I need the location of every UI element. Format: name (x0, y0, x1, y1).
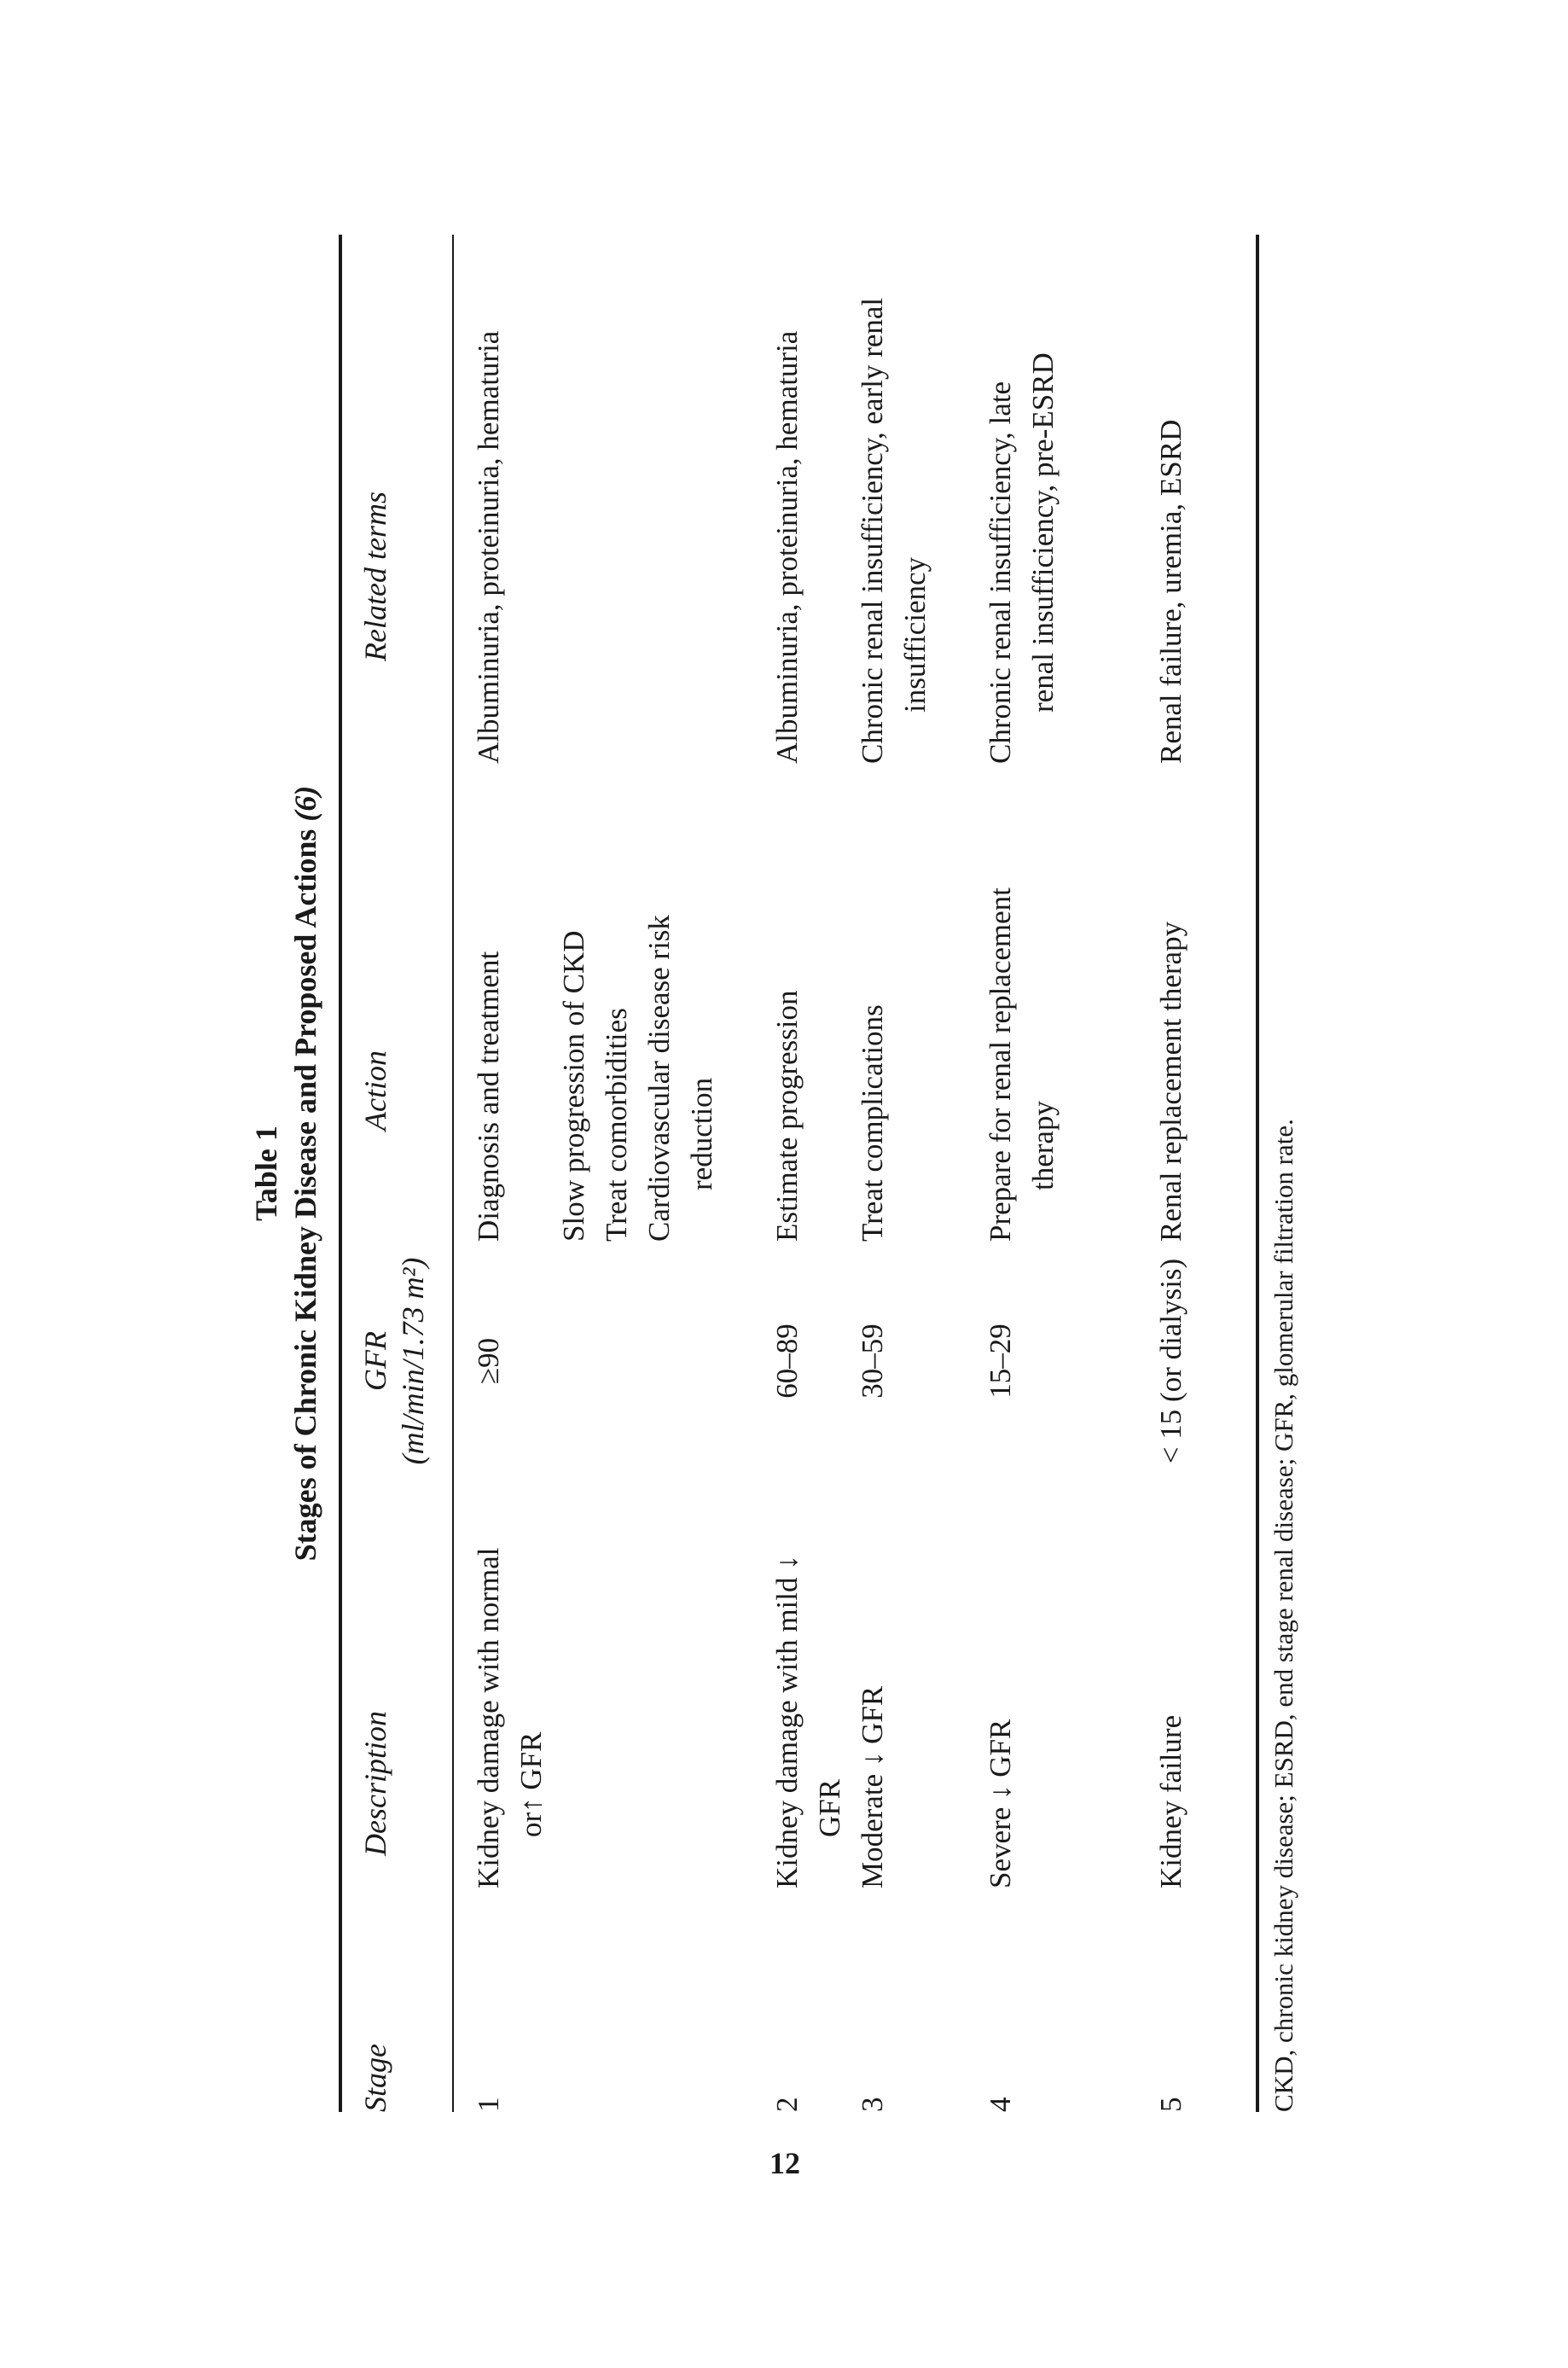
row-3-related: Chronic renal insufficiency, early renal insufficiency (856, 297, 932, 764)
header-gfr-line1: GFR (358, 1331, 392, 1391)
row-1-action-3: Treat comorbidities (600, 1008, 633, 1242)
header-related: Related terms (358, 492, 392, 661)
table-title-text: Stages of Chronic Kidney Disease and Proposed Actions (288, 829, 322, 1562)
row-1-gfr: ≥90 (472, 1337, 505, 1385)
row-2-related: Albuminuria, proteinuria, hematuria (770, 330, 804, 764)
row-1-related: Albuminuria, proteinuria, hematuria (472, 330, 505, 764)
page-number: 12 (769, 2146, 800, 2180)
row-5-gfr: < 15 (or dialysis) (1154, 1258, 1188, 1464)
row-2-action-1: Estimate progression (770, 990, 804, 1242)
row-3-action (851, 849, 894, 1242)
row-4-related: Chronic renal insufficiency, late renal insufficiency, pre-ESRD (984, 352, 1060, 764)
table-top-rule (339, 235, 342, 2112)
header-gfr-line2: (ml/min/1.73 m²) (396, 1257, 430, 1465)
row-5-description: Kidney failure (1154, 1714, 1188, 1888)
header-stage: Stage (358, 2044, 392, 2112)
row-3-gfr: 30–59 (856, 1324, 889, 1399)
rotated-table-block (247, 235, 1348, 2112)
row-1-action (467, 849, 723, 1242)
row-1-action-4: Cardiovascular disease risk reduction (642, 915, 718, 1242)
row-4-description: Severe ↓ GFR (984, 1719, 1017, 1888)
row-1-description: Kidney damage with normal or↑ GFR (472, 1547, 548, 1888)
row-4-action-1: Prepare for renal replacement therapy (984, 887, 1060, 1242)
row-3-action-1: Treat complications (856, 1004, 889, 1242)
table-header-rule (452, 235, 454, 2112)
row-5-related: Renal failure, uremia, ESRD (1154, 419, 1188, 764)
row-4-gfr: 15–29 (984, 1324, 1017, 1399)
table-title (287, 235, 324, 2112)
row-3-description: Moderate ↓ GFR (856, 1685, 889, 1888)
row-2-description: Kidney damage with mild ↓ GFR (770, 1555, 846, 1888)
table-footnote: CKD, chronic kidney disease; ESRD, end stage renal disease; GFR, glomerular filtration rate. (1269, 1119, 1298, 2112)
row-2-action (766, 849, 809, 1242)
header-description: Description (358, 1711, 392, 1856)
row-5-stage: 5 (1154, 2097, 1188, 2112)
row-4-action (979, 832, 1065, 1242)
table-citation: (6) (288, 785, 322, 822)
row-1-action-2: Slow progression of CKD (557, 930, 590, 1242)
row-5-action-1: Renal replacement therapy (1154, 921, 1188, 1242)
row-1-action-1: Diagnosis and treatment (472, 951, 505, 1242)
row-4-stage: 4 (984, 2097, 1017, 2112)
header-gfr (357, 1233, 432, 1489)
row-2-stage: 2 (770, 2097, 804, 2112)
row-1-stage: 1 (472, 2097, 505, 2112)
row-2-gfr: 60–89 (770, 1324, 804, 1399)
header-action: Action (358, 1050, 392, 1131)
row-3-stage: 3 (856, 2097, 889, 2112)
row-5-action (1150, 849, 1193, 1242)
table-label: Table 1 (249, 1126, 283, 1221)
table-bottom-rule (1256, 235, 1259, 2112)
